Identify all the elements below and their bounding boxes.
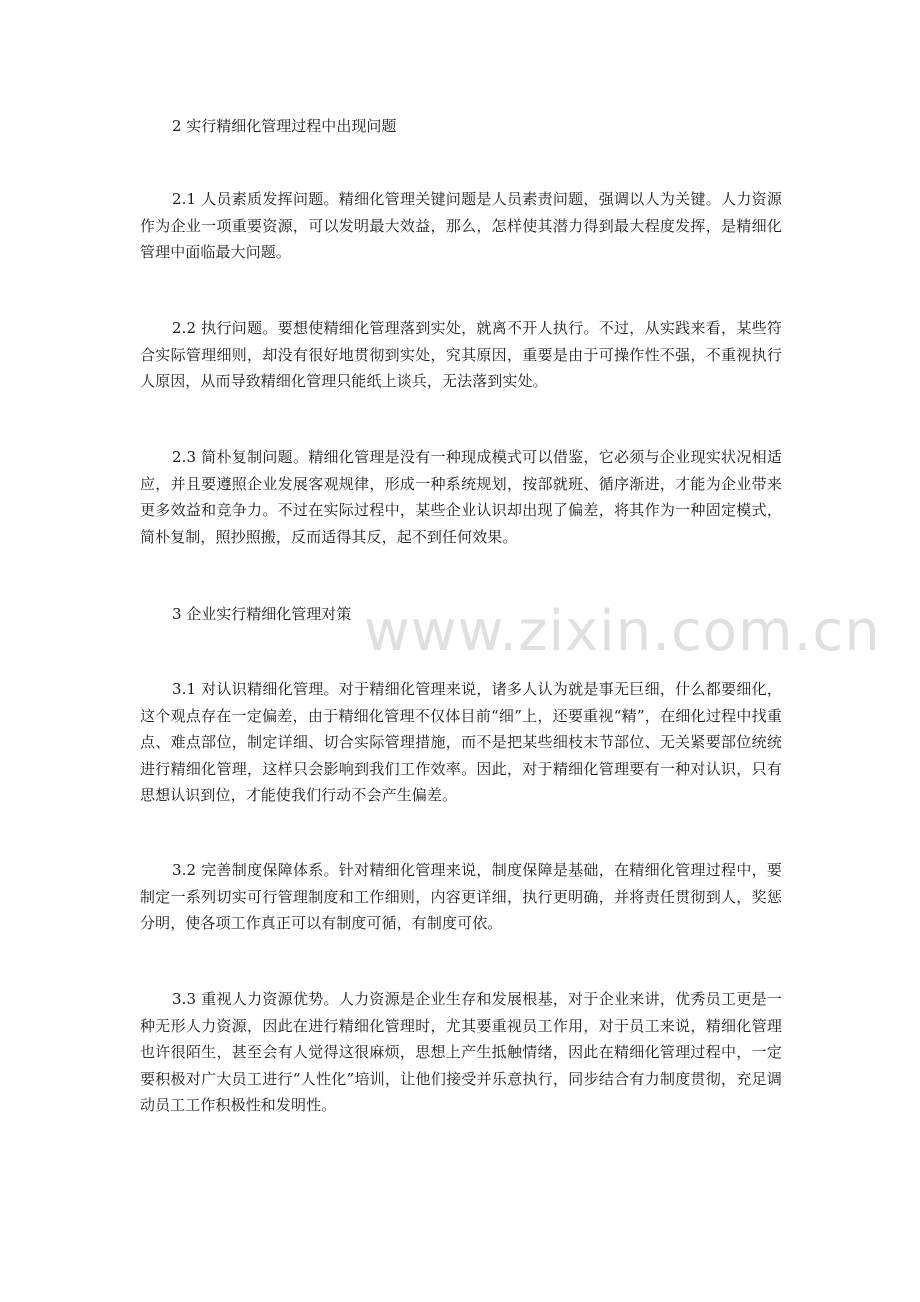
paragraph-3-2: 3.2 完善制度保障体系。针对精细化管理来说，制度保障是基础，在精细化管理过程中，要制定一系列切实可行管理制度和工作细则，内容更详细，执行更明确，并将责任贯彻到人，奖惩分明，使各项工作真正可以有制度可循，有制度可依。	[140, 861, 782, 932]
section-heading-2: 2 实行精细化管理过程中出现问题	[172, 117, 397, 135]
section-heading-3: 3 企业实行精细化管理对策	[172, 605, 352, 623]
paragraph-2-3: 2.3 简朴复制问题。精细化管理是没有一种现成模式可以借鉴，它必须与企业现实状况相适应，并且要遵照企业发展客观规律，形成一种系统规划，按部就班、循序渐进，才能为企业带来更多效益和竞争力。不过在实际过程中，某些企业认识却出现了偏差，将其作为一种固定模式，简朴复制，照抄照搬，反而适得其反，起不到任何效果。	[140, 448, 782, 546]
paragraph-3-3: 3.3 重视人力资源优势。人力资源是企业生存和发展根基，对于企业来讲，优秀员工更是一种无形人力资源，因此在进行精细化管理时，尤其要重视员工作用，对于员工来说，精细化管理也许很陌生，甚至会有人觉得这很麻烦，思想上产生抵触情绪，因此在精细化管理过程中，一定要积极对广大员工进行“人性化”培训，让他们接受并乐意执行，同步结合有力制度贯彻，充足调动员工工作积极性和发明性。	[140, 990, 782, 1114]
paragraph-2-2: 2.2 执行问题。要想使精细化管理落到实处，就离不开人执行。不过，从实践来看，某些符合实际管理细则，却没有很好地贯彻到实处，究其原因，重要是由于可操作性不强，不重视执行人原因，从而导致精细化管理只能纸上谈兵，无法落到实处。	[140, 319, 782, 390]
watermark-text: www.zixin.com.cn	[364, 599, 881, 664]
paragraph-2-1: 2.1 人员素质发挥问题。精细化管理关键问题是人员素责问题，强调以人为关键。人力资源作为企业一项重要资源，可以发明最大效益，那么，怎样使其潜力得到最大程度发挥，是精细化管理中面临最大问题。	[140, 190, 782, 261]
paragraph-3-1: 3.1 对认识精细化管理。对于精细化管理来说，诸多人认为就是事无巨细，什么都要细化，这个观点存在一定偏差，由于精细化管理不仅体目前“细”上，还要重视“精”，在细化过程中找重点、难点部位，制定详细、切合实际管理措施，而不是把某些细枝末节部位、无关紧要部位统统进行精细化管理，这样只会影响到我们工作效率。因此，对于精细化管理要有一种对认识，只有思想认识到位，才能使我们行动不会产生偏差。	[140, 680, 782, 804]
